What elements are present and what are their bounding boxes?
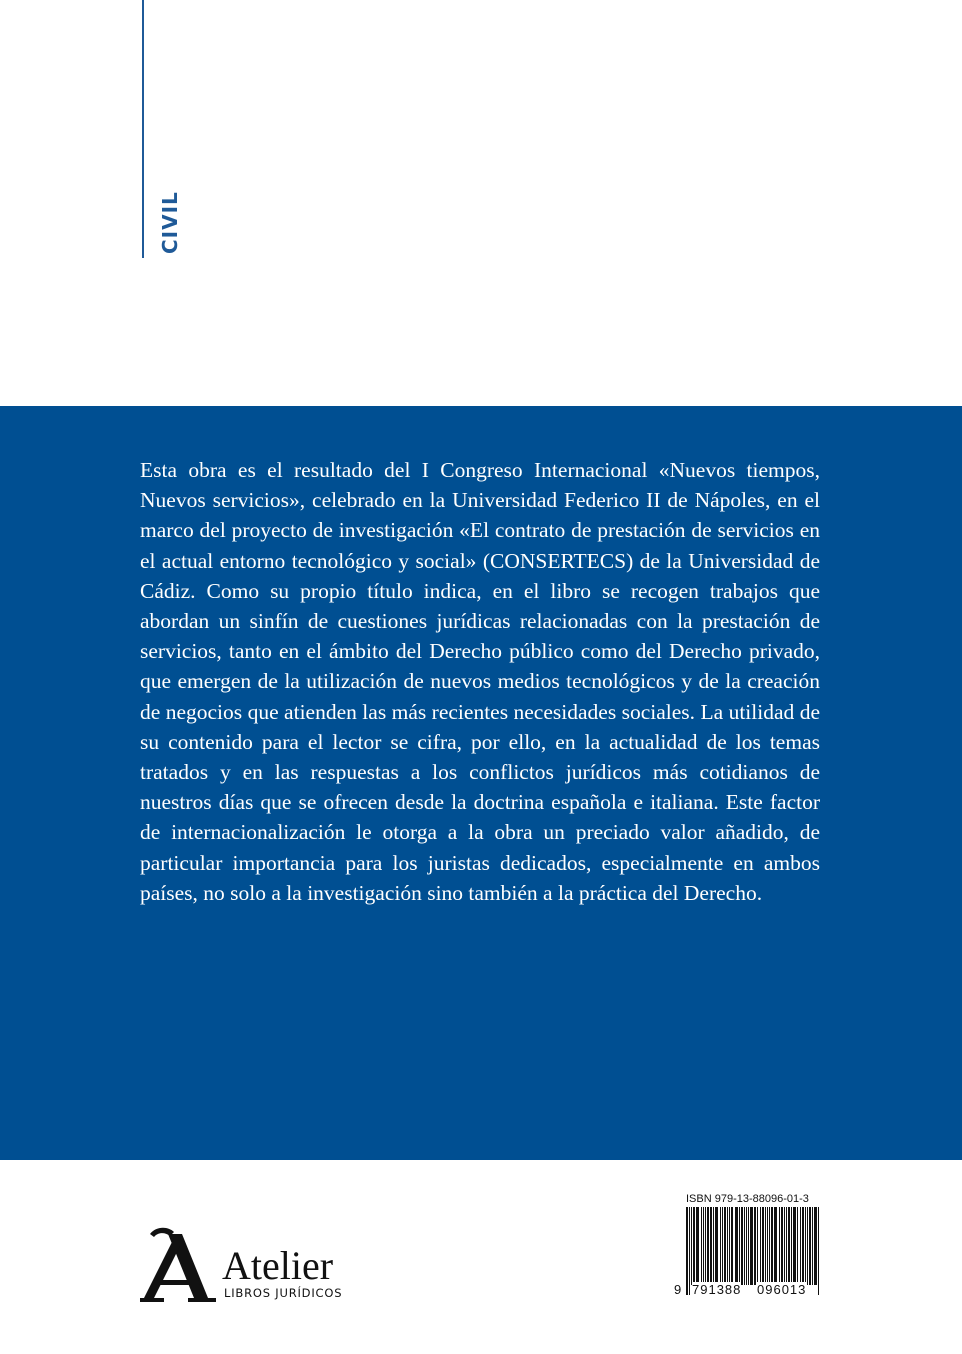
- barcode-bar: [788, 1207, 790, 1285]
- barcode-bar: [710, 1207, 712, 1285]
- barcode-bar: [774, 1207, 777, 1285]
- barcode-bar: [731, 1207, 733, 1285]
- barcode-bar: [762, 1207, 764, 1285]
- barcode-digits-left: 791388: [692, 1282, 742, 1297]
- spine-divider-line: [142, 0, 144, 258]
- barcode-bar: [771, 1207, 773, 1285]
- category-label: CIVIL: [158, 191, 182, 254]
- barcode-bar: [735, 1207, 738, 1285]
- barcode-bar: [802, 1207, 804, 1285]
- barcode-bar: [722, 1207, 723, 1285]
- barcode-bar: [693, 1207, 695, 1285]
- barcode-bar: [707, 1207, 709, 1285]
- barcode-bar: [769, 1207, 770, 1285]
- barcode-bar: [784, 1207, 785, 1285]
- barcode-bar: [703, 1207, 704, 1285]
- barcode-bar: [744, 1207, 745, 1285]
- barcode-digit-first: 9: [674, 1282, 683, 1297]
- barcode-bar: [781, 1207, 783, 1285]
- barcode-bar: [729, 1207, 730, 1285]
- barcode-bar: [691, 1207, 692, 1285]
- barcode-bar: [791, 1207, 792, 1285]
- barcode-bar: [797, 1207, 798, 1285]
- barcode-digits-right: 096013: [757, 1282, 807, 1297]
- barcode-bar: [724, 1207, 726, 1285]
- barcode-bar: [727, 1207, 728, 1285]
- barcode-bar: [793, 1207, 796, 1285]
- barcode-bar: [786, 1207, 787, 1285]
- barcode-bar: [750, 1207, 753, 1285]
- barcode-bar: [818, 1207, 819, 1295]
- barcode-bar: [754, 1207, 756, 1285]
- barcode-bar: [814, 1207, 817, 1285]
- barcode-bar: [689, 1207, 690, 1295]
- publisher-logo: [140, 1224, 380, 1314]
- barcode-bar: [807, 1207, 808, 1285]
- barcode-bar: [705, 1207, 706, 1285]
- blurb-text: Esta obra es el resultado del I Congreso Internacional «Nuevos tiempos, Nuevos servicios», celebrado en la Universidad Federico II de Nápoles, en el marco del proyecto de investigación «El contrato de prestación de servicios en el actual entorno tecnológico y social» (CONSERTECS) de la Universidad de Cádiz. Como su propio título indica, en el libro se recogen trabajos que abordan un sinfín de cuestiones jurídicas relacionadas con la prestación de servicios, tanto en el ámbito del Derecho público como del Derecho privado, que emergen de la utilización de nuevos medios tecnológicos y de la creación de negocios que atienden las más recientes necesidades sociales. La utilidad de su contenido para el lector se cifra, por ello, en la actualidad de los temas tratados y en las respuestas a los conflictos jurídicos más cotidianos de nuestros días que se ofrecen desde la doctrina española e italiana. Este factor de internacionalización le otorga a la obra un preciado valor añadido, de particular importancia para los juristas dedicados, especialmente en ambos países, no solo a la investigación sino también a la práctica del Derecho.: [140, 458, 820, 905]
- barcode-bar: [715, 1207, 718, 1285]
- barcode-bar: [748, 1207, 749, 1285]
- barcode-bar: [696, 1207, 699, 1285]
- atelier-logo-icon: [140, 1224, 216, 1306]
- barcode-bar: [779, 1207, 780, 1285]
- publisher-subtitle: LIBROS JURÍDICOS: [224, 1286, 343, 1300]
- barcode-bar: [809, 1207, 811, 1285]
- barcode-bar: [757, 1207, 758, 1285]
- barcode-bar: [800, 1207, 801, 1285]
- publisher-name: Atelier: [222, 1243, 334, 1288]
- isbn-barcode: [674, 1193, 824, 1307]
- isbn-label: ISBN 979-13-88096-01-3: [686, 1193, 809, 1205]
- barcode-bar: [760, 1207, 761, 1285]
- barcode-bar: [739, 1207, 740, 1285]
- barcode-bar: [720, 1207, 721, 1285]
- barcode-bar: [741, 1207, 743, 1285]
- barcode-bar: [686, 1207, 688, 1295]
- barcode-bar: [713, 1207, 714, 1285]
- barcode-bar: [812, 1207, 813, 1285]
- barcode-bar: [805, 1207, 806, 1285]
- barcode-bar: [701, 1207, 702, 1285]
- barcode-bar: [746, 1207, 747, 1285]
